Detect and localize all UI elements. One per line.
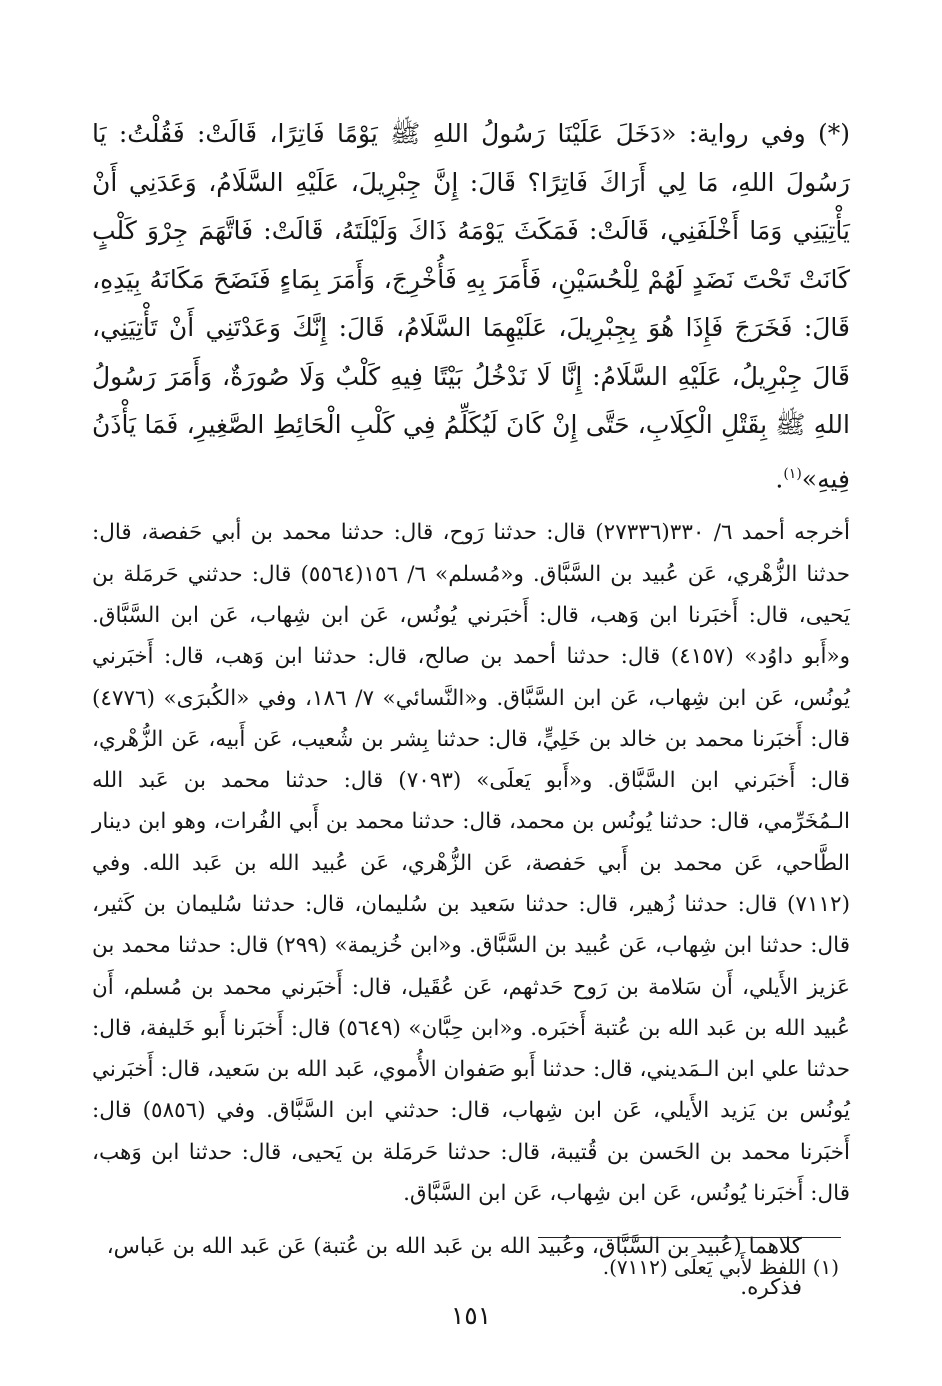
hadith-text: (*) وفي رواية: «دَخَلَ عَلَيْنَا رَسُولُ اللهِ ﷺ يَوْمًا فَاتِرًا، قَالَتْ: فَقُلْتُ: يَا رَسُولَ اللهِ، مَا لِي أَرَاكَ فَاتِرًا؟ قَالَ: إِنَّ جِبْرِيلَ، عَلَيْهِ السَّلَامُ، وَعَدَنِي أَنْ يَأْتِيَنِي وَمَا أَخْلَفَنِي، قَالَتْ: فَمَكَثَ يَوْمَهُ ذَاكَ وَلَيْلَتَهُ، قَالَتْ: فَاتَّهَمَ جِرْوَ كَلْبٍ كَانَتْ تَحْتَ نَضَدٍ لَهُمْ لِلْحُسَيْنِ، فَأَمَرَ بِهِ فَأُخْرِجَ، وَأَمَرَ بِمَاءٍ فَنَضَحَ مَكَانَهُ بِيَدِهِ، قَالَ: فَخَرَجَ فَإِذَا هُوَ بِجِبْرِيلَ، عَلَيْهِمَا السَّلَامُ، قَالَ: إِنَّكَ وَعَدْتَنِي أَنْ تَأْتِيَنِي، قَالَ جِبْرِيلُ، عَلَيْهِ السَّلَامُ: إِنَّا لَا نَدْخُلُ بَيْتًا فِيهِ كَلْبٌ وَلَا صُورَةٌ، وَأَمَرَ رَسُولُ اللهِ ﷺ بِقَتْلِ الْكِلَابِ، حَتَّى إِنْ كَانَ لَيُكَلِّمُ فِي كَلْبِ الْحَائِطِ الصَّغِيرِ، فَمَا يَأْذَنُ فِيهِ» [92,119,850,493]
page-body [92,110,850,1308]
footnote: (١) اللفظ لأَبي يَعلَى (٧١١٢). [602,1255,839,1279]
footnote-separator [538,1237,841,1238]
page-number: ١٥١ [450,1301,492,1330]
summary-paragraph: كلاهما (عُبيد بن السَّبَّاق، وعُبيد الله بن عَبد الله بن عُتبة) عَن عَبد الله بن عَباس، فذكره. [106,1234,802,1301]
hadith-text-block [92,110,850,503]
takhrij-block [92,512,850,1214]
footnote-reference: (١) [783,465,802,482]
takhrij-paragraph: أخرجه أحمد ٦/ ٣٣٠(٢٧٣٣٦) قال: حدثنا رَوح، قال: حدثنا محمد بن أبي حَفصة، قال: حدثنا الزُّهْري، عَن عُبيد بن السَّبَّاق. و«مُسلم» ٦/ ١٥٦(٥٥٦٤) قال: حدثني حَرمَلة بن يَحيى، قال: أَخبَرنا ابن وَهب، قال: أَخبَرني يُونُس، عَن ابن شِهاب، عَن ابن السَّبَّاق. و«أَبو داوُد» (٤١٥٧) قال: حدثنا أحمد بن صالح، قال: حدثنا ابن وَهب، قال: أَخبَرني يُونُس، عَن ابن شِهاب، عَن ابن السَّبَّاق. و«النَّسائي» ٧/ ١٨٦، وفي «الكُبرَى» (٤٧٧٦) قال: أَخبَرنا محمد بن خالد بن خَلِيٍّ، قال: حدثنا بِشر بن شُعيب، عَن أَبيه، عَن الزُّهْري، قال: أَخبَرني ابن السَّبَّاق. و«أَبو يَعلَى» (٧٠٩٣) قال: حدثنا محمد بن عَبد الله الـمُخَرِّمي، قال: حدثنا يُونُس بن محمد، قال: حدثنا محمد بن أَبي الفُرات، وهو ابن دينار الطَّاحي، عَن محمد بن أَبي حَفصة، عَن الزُّهْري، عَن عُبيد الله بن عَبد الله. وفي (٧١١٢) قال: حدثنا زُهير، قال: حدثنا سَعيد بن سُليمان، قال: حدثنا سُليمان بن كَثير، قال: حدثنا ابن شِهاب، عَن عُبيد بن السَّبَّاق. و«ابن خُزيمة» (٢٩٩) قال: حدثنا محمد بن عَزيز الأَيلي، أَن سَلامة بن رَوح حَدثهم، عَن عُقَيل، قال: أَخبَرني محمد بن مُسلم، أَن عُبيد الله بن عَبد الله بن عُتبة أَخبَره. و«ابن حِبَّان» (٥٦٤٩) قال: أَخبَرنا أَبو خَليفة، قال: حدثنا علي ابن الـمَديني، قال: حدثنا أَبو صَفوان الأُموي، عَبد الله بن سَعيد، قال: أَخبَرني يُونُس بن يَزيد الأَيلي، عَن ابن شِهاب، قال: حدثني ابن السَّبَّاق. وفي (٥٨٥٦) قال: أَخبَرنا محمد بن الحَسن بن قُتيبة، قال: حدثنا حَرمَلة بن يَحيى، قال: حدثنا ابن وَهب، قال: أَخبَرنا يُونُس، عَن ابن شِهاب، عَن ابن السَّبَّاق. [92,520,851,1207]
hadith-paragraph: (*) وفي رواية: «دَخَلَ عَلَيْنَا رَسُولُ اللهِ ﷺ يَوْمًا فَاتِرًا، قَالَتْ: فَقُلْتُ: يَا رَسُولَ اللهِ، مَا لِي أَرَاكَ فَاتِرًا؟ قَالَ: إِنَّ جِبْرِيلَ، عَلَيْهِ السَّلَامُ، وَعَدَنِي أَنْ يَأْتِيَنِي وَمَا أَخْلَفَنِي، قَالَتْ: فَمَكَثَ يَوْمَهُ ذَاكَ وَلَيْلَتَهُ، قَالَتْ: فَاتَّهَمَ جِرْوَ كَلْبٍ كَانَتْ تَحْتَ نَضَدٍ لَهُمْ لِلْحُسَيْنِ، فَأَمَرَ بِهِ فَأُخْرِجَ، وَأَمَرَ بِمَاءٍ فَنَضَحَ مَكَانَهُ بِيَدِهِ، قَالَ: فَخَرَجَ فَإِذَا هُوَ بِجِبْرِيلَ، عَلَيْهِمَا السَّلَامُ، قَالَ: إِنَّكَ وَعَدْتَنِي أَنْ تَأْتِيَنِي، قَالَ جِبْرِيلُ، عَلَيْهِ السَّلَامُ: إِنَّا لَا نَدْخُلُ بَيْتًا فِيهِ كَلْبٌ وَلَا صُورَةٌ، وَأَمَرَ رَسُولُ اللهِ ﷺ بِقَتْلِ الْكِلَابِ، حَتَّى إِنْ كَانَ لَيُكَلِّمُ فِي كَلْبِ الْحَائِطِ الصَّغِيرِ، فَمَا يَأْذَنُ فِيهِ»$^{(١)}$. [92,119,850,493]
